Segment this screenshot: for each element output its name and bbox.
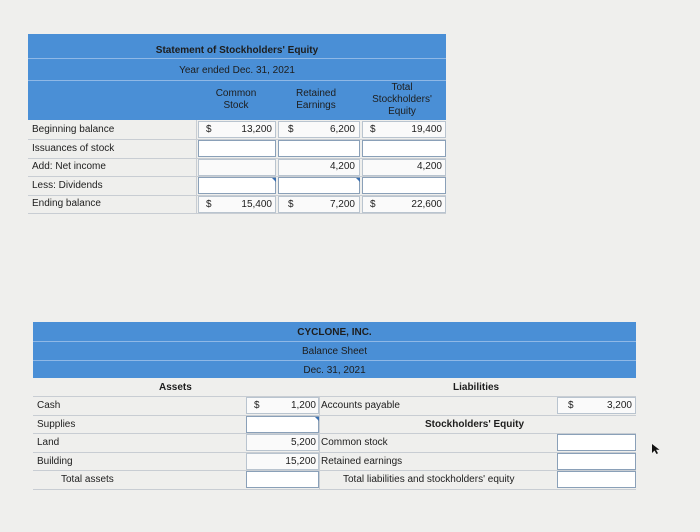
common-beginning-value: 13,200	[241, 124, 272, 135]
row-label-beginning: Beginning balance	[32, 124, 115, 135]
input-marker-icon	[272, 178, 276, 182]
row-divider	[33, 415, 636, 416]
input-supplies[interactable]	[246, 416, 319, 433]
equity-subtitle: Year ended Dec. 31, 2021	[179, 65, 295, 76]
equity-label-common-stock: Common stock	[321, 437, 388, 448]
input-common-stock[interactable]	[557, 434, 636, 451]
row-label-issuances: Issuances of stock	[32, 143, 115, 154]
asset-label-cash: Cash	[37, 400, 61, 411]
row-divider	[33, 433, 636, 434]
liability-label-accounts-payable: Accounts payable	[321, 400, 400, 411]
currency-sign: $	[254, 400, 260, 411]
total-beginning-value: 19,400	[411, 124, 442, 135]
input-total-assets[interactable]	[246, 471, 319, 488]
accounts-payable-value: 3,200	[606, 400, 632, 411]
equity-label-retained-earnings: Retained earnings	[321, 456, 403, 467]
asset-label-supplies: Supplies	[37, 419, 76, 430]
input-common-dividends[interactable]	[198, 177, 276, 194]
retained-beginning-value: 6,200	[329, 124, 355, 135]
input-common-issuances[interactable]	[198, 140, 276, 157]
building-value: 15,200	[285, 456, 316, 467]
asset-label-land: Land	[37, 437, 60, 448]
input-total-issuances[interactable]	[362, 140, 446, 157]
header-strip	[28, 80, 446, 81]
cell-common-net-income	[198, 159, 276, 176]
col-divider	[196, 120, 197, 213]
col-total-equity: Total Stockholders' Equity	[372, 82, 432, 117]
input-total-dividends[interactable]	[362, 177, 446, 194]
col-retained-earnings: Retained Earnings	[295, 88, 337, 111]
input-retained-dividends[interactable]	[278, 177, 360, 194]
equity-title: Statement of Stockholders' Equity	[155, 45, 319, 56]
land-value: 5,200	[290, 437, 316, 448]
retained-net-income-value: 4,200	[329, 161, 355, 172]
currency-sign: $	[370, 199, 376, 210]
balance-sheet-title: Balance Sheet	[301, 346, 368, 357]
currency-sign: $	[288, 199, 294, 210]
input-marker-icon	[356, 178, 360, 182]
input-marker-icon	[315, 417, 319, 421]
asset-label-building: Building	[37, 456, 73, 467]
currency-sign: $	[288, 124, 294, 135]
cursor-icon	[651, 443, 661, 455]
input-total-liab-equity[interactable]	[557, 471, 636, 488]
liabilities-header: Liabilities	[453, 382, 500, 393]
currency-sign: $	[370, 124, 376, 135]
row-divider	[33, 396, 636, 397]
currency-sign: $	[206, 124, 212, 135]
header-strip	[33, 341, 636, 342]
company-name: CYCLONE, INC.	[297, 327, 372, 338]
total-assets-label: Total assets	[61, 474, 114, 485]
retained-ending-value: 7,200	[329, 199, 355, 210]
total-liab-equity-label: Total liabilities and stockholders' equity	[343, 474, 515, 485]
col-divider	[319, 396, 320, 489]
row-label-ending: Ending balance	[32, 198, 101, 209]
total-ending-value: 22,600	[411, 199, 442, 210]
header-strip	[33, 360, 636, 361]
input-retained-issuances[interactable]	[278, 140, 360, 157]
row-label-net-income: Add: Net income	[32, 161, 106, 172]
input-retained-earnings[interactable]	[557, 453, 636, 470]
equity-header: Stockholders' Equity	[425, 419, 525, 430]
row-label-dividends: Less: Dividends	[32, 180, 103, 191]
currency-sign: $	[568, 400, 574, 411]
balance-sheet-date: Dec. 31, 2021	[303, 365, 366, 376]
row-divider	[33, 452, 636, 453]
row-divider	[28, 213, 446, 214]
common-ending-value: 15,400	[241, 199, 272, 210]
assets-header: Assets	[159, 382, 192, 393]
header-strip	[28, 58, 446, 59]
col-common-stock: Common Stock	[215, 88, 257, 111]
cash-value: 1,200	[290, 400, 316, 411]
currency-sign: $	[206, 199, 212, 210]
row-divider	[33, 489, 636, 490]
row-divider	[33, 470, 636, 471]
total-net-income-value: 4,200	[416, 161, 442, 172]
